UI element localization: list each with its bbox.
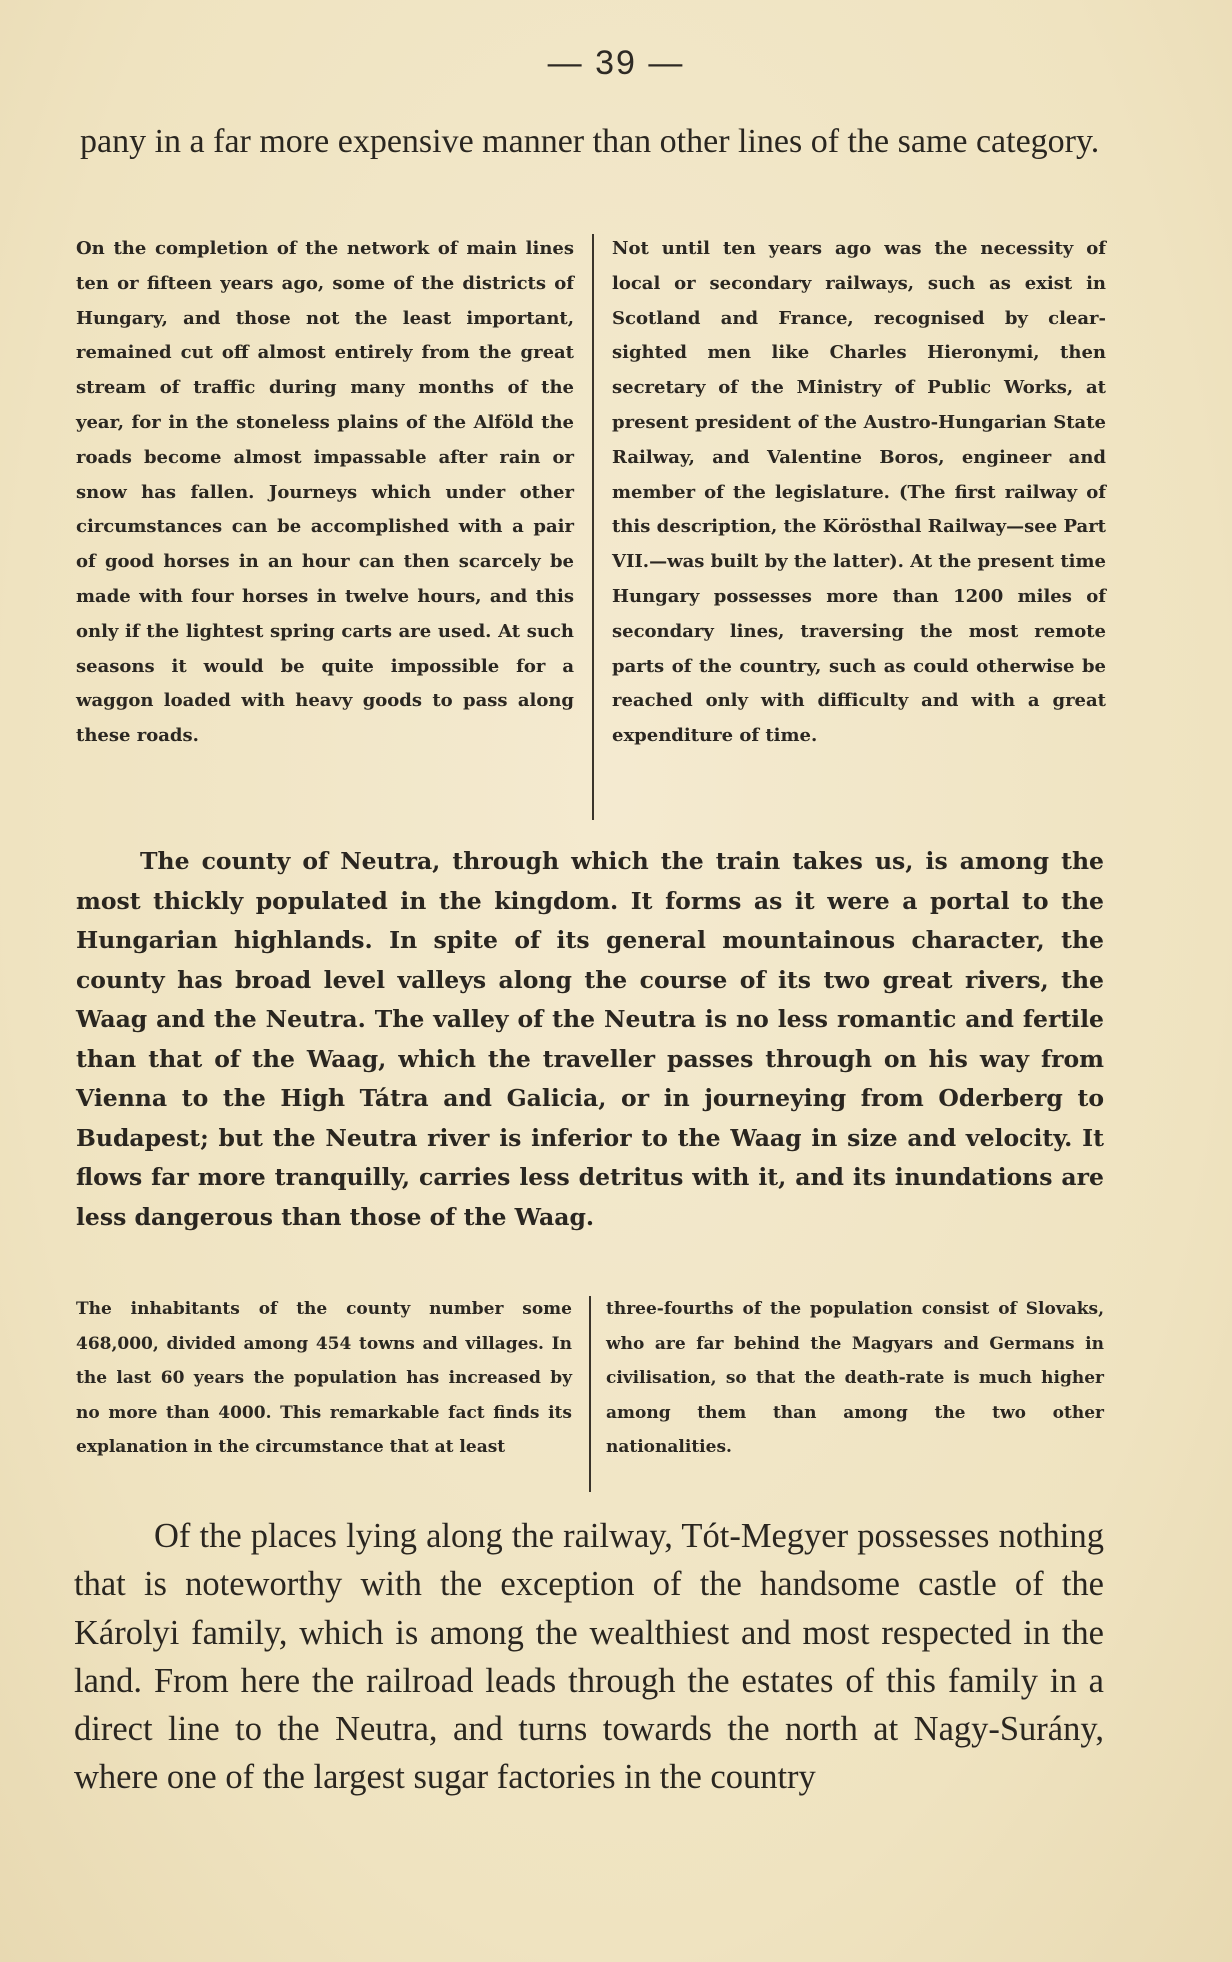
lead-paragraph: pany in a far more expensive manner than other lines of the same category. [80, 123, 1100, 160]
closing-paragraph: Of the places lying along the railway, Tót-Megyer possesses nothing that is noteworthy with the exception of the handsome castle of the Károlyi family, which is among the wealthiest and most respected in the land. From here the railroad leads through the estates of this family in a direct line to the Neutra, and turns towards the north at Nagy-Surány, where one of the largest sugar factories in the country [74, 1517, 1104, 1797]
inhabitants-column-left: The inhabitants of the county number some 468,000, divided among 454 towns and villages. In the last 60 years the population has increased by no more than 4000. This remarkable fact finds its explanation in the circumstance that at least [76, 1299, 572, 1457]
page-number: — 39 — [547, 44, 685, 82]
column-divider [589, 1296, 591, 1492]
inhabitants-column-right: three-fourths of the population consist of Slovaks, who are far behind the Magyars and Germans in civilisation, so that the death-rate is much higher among them than among the two other nationalities. [606, 1299, 1104, 1457]
network-column-right: Not until ten years ago was the necessity of local or secondary railways, such as exist in Scotland and France, recognised by clear-sighted men like Charles Hieronymi, then secretary of the Ministry of Public Works, at present president of the Austro-Hungarian State Railway, and Valentine Boros, engineer and member of the legislature. (The first railway of this description, the Körösthal Railway—see Part VII.—was built by the latter). At the present time Hungary possesses more than 1200 miles of secondary lines, traversing the most remote parts of the country, such as could otherwise be reached only with difficulty and with a great expenditure of time. [612, 238, 1106, 747]
column-divider [592, 234, 594, 820]
neutra-county-paragraph: The county of Neutra, through which the train takes us, is among the most thickly populated in the kingdom. It forms as it were a portal to the Hungarian highlands. In spite of its general mountainous character, the county has broad level valleys along the course of its two great rivers, the Waag and the Neutra. The valley of the Neutra is no less romantic and fertile than that of the Waag, which the traveller passes through on his way from Vienna to the High Tátra and Galicia, or in journeying from Oderberg to Budapest; but the Neutra river is inferior to the Waag in size and velocity. It flows far more tranquilly, carries less detritus with it, and its inundations are less dangerous than those of the Waag. [76, 847, 1104, 1231]
network-column-left: On the completion of the network of main lines ten or fifteen years ago, some of the districts of Hungary, and those not the least important, remained cut off almost entirely from the great stream of traffic during many months of the year, for in the stoneless plains of the Alföld the roads become almost impassable after rain or snow has fallen. Journeys which under other circumstances can be accomplished with a pair of good horses in an hour can then scarcely be made with four horses in twelve hours, and this only if the lightest spring carts are used. At such seasons it would be quite impossible for a waggon loaded with heavy goods to pass along these roads. [76, 238, 574, 747]
